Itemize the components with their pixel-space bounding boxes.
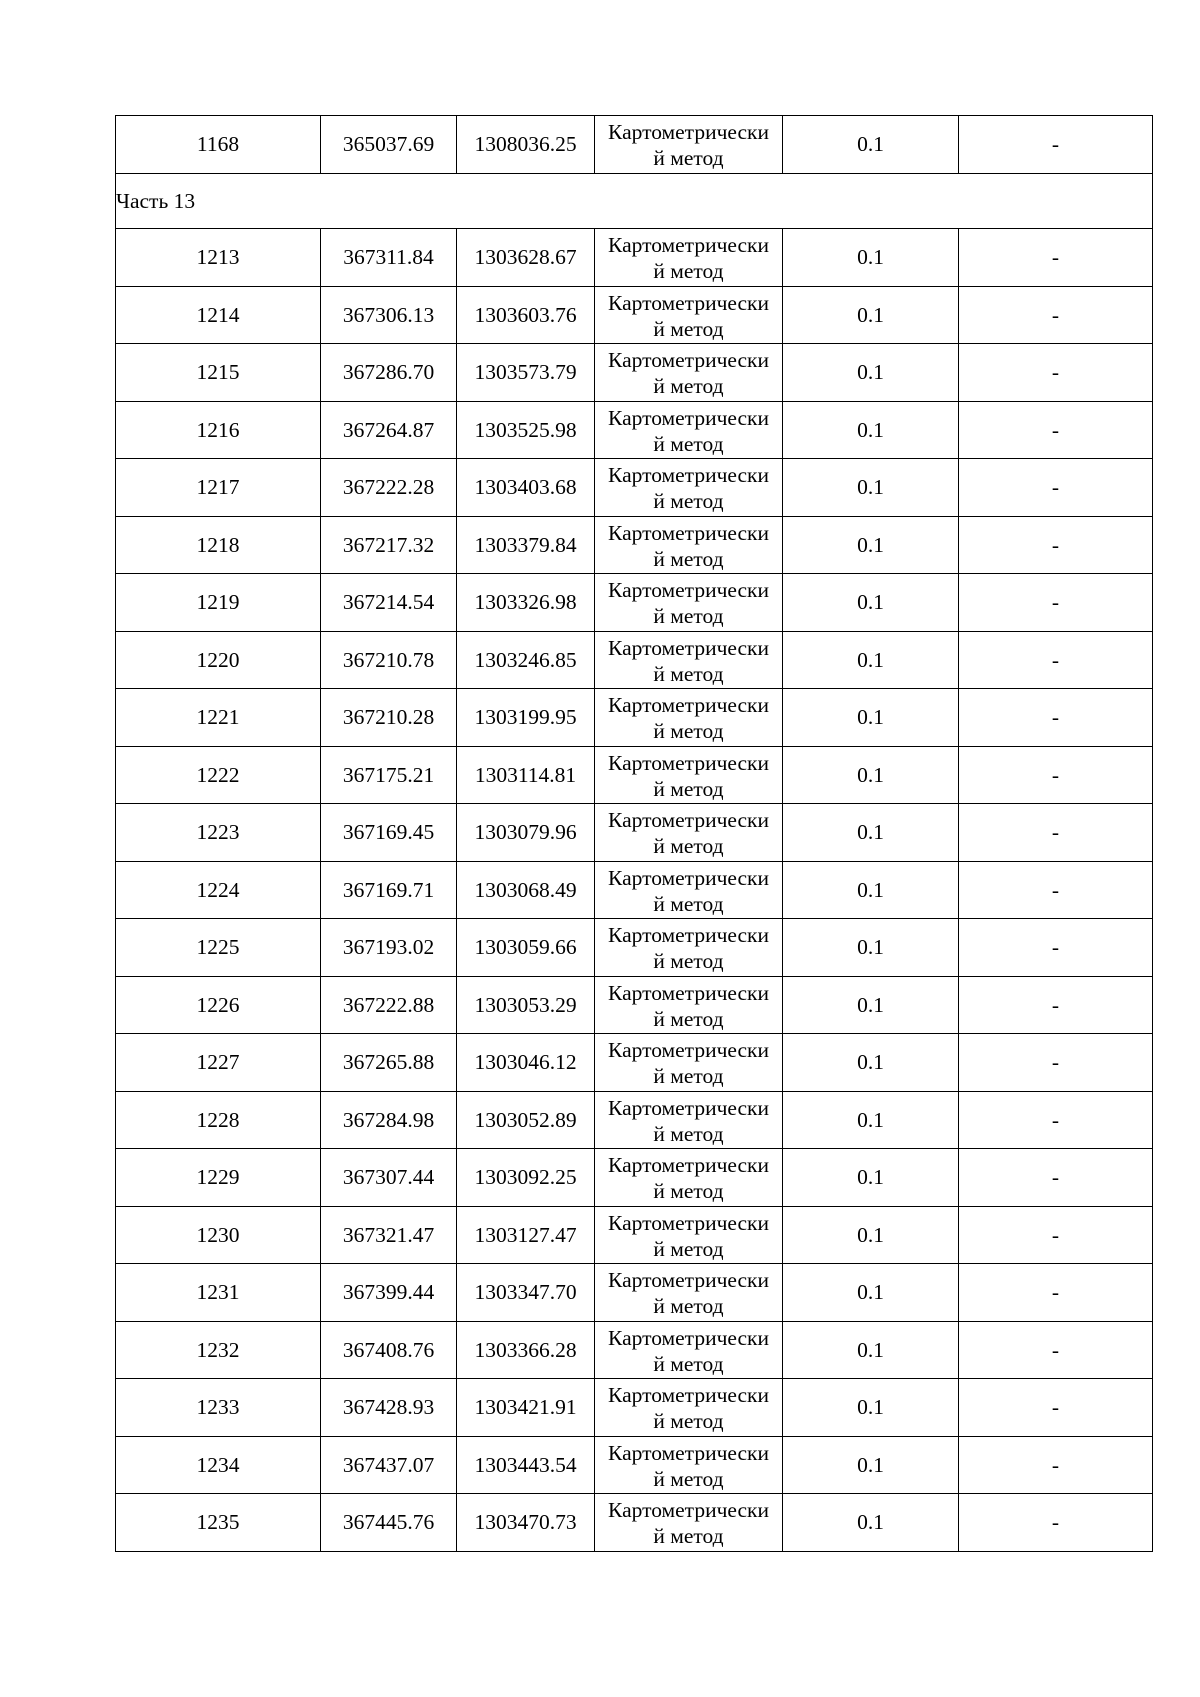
point-number-cell: 1217: [116, 459, 321, 517]
point-number-cell: 1229: [116, 1149, 321, 1207]
note-cell: -: [959, 1034, 1153, 1092]
point-number-cell: 1220: [116, 631, 321, 689]
method-text-line2: й метод: [653, 546, 724, 571]
table-row: [116, 1149, 1153, 1207]
accuracy-cell: 0.1: [783, 689, 959, 747]
table-row: [116, 286, 1153, 344]
method-cell: [595, 574, 783, 632]
point-number-cell: 1221: [116, 689, 321, 747]
accuracy-cell: 0.1: [783, 1034, 959, 1092]
accuracy-cell: 0.1: [783, 286, 959, 344]
point-number-cell: 1168: [116, 116, 321, 174]
method-text-line2: й метод: [653, 661, 724, 686]
point-number-cell: 1233: [116, 1379, 321, 1437]
method-text-line1: Картометрически: [608, 693, 769, 718]
point-number-cell: 1225: [116, 919, 321, 977]
point-number-cell: 1231: [116, 1264, 321, 1322]
y-coordinate-cell: 1303052.89: [457, 1091, 595, 1149]
y-coordinate-cell: 1303379.84: [457, 516, 595, 574]
y-coordinate-cell: 1303628.67: [457, 229, 595, 287]
method-text-line2: й метод: [653, 146, 724, 171]
y-coordinate-cell: 1303525.98: [457, 401, 595, 459]
point-number-cell: 1226: [116, 976, 321, 1034]
accuracy-cell: 0.1: [783, 976, 959, 1034]
point-number-cell: 1218: [116, 516, 321, 574]
method-text-line1: Картометрически: [608, 808, 769, 833]
table-row: [116, 344, 1153, 402]
x-coordinate-cell: 367169.45: [321, 804, 457, 862]
y-coordinate-cell: 1303059.66: [457, 919, 595, 977]
point-number-cell: 1232: [116, 1321, 321, 1379]
accuracy-cell: 0.1: [783, 229, 959, 287]
x-coordinate-cell: 367321.47: [321, 1206, 457, 1264]
point-number-cell: 1230: [116, 1206, 321, 1264]
accuracy-cell: 0.1: [783, 631, 959, 689]
note-cell: -: [959, 1436, 1153, 1494]
method-cell: [595, 1379, 783, 1437]
y-coordinate-cell: 1303199.95: [457, 689, 595, 747]
method-text-line1: Картометрически: [608, 750, 769, 775]
accuracy-cell: 0.1: [783, 1436, 959, 1494]
y-coordinate-cell: 1303114.81: [457, 746, 595, 804]
method-cell: [595, 746, 783, 804]
method-cell: [595, 116, 783, 174]
method-cell: [595, 1206, 783, 1264]
accuracy-cell: 0.1: [783, 1494, 959, 1552]
method-cell: [595, 1034, 783, 1092]
table-row: [116, 919, 1153, 977]
point-number-cell: 1215: [116, 344, 321, 402]
method-cell: [595, 976, 783, 1034]
point-number-cell: 1216: [116, 401, 321, 459]
method-cell: [595, 689, 783, 747]
method-text-line2: й метод: [653, 316, 724, 341]
note-cell: -: [959, 1206, 1153, 1264]
point-number-cell: 1222: [116, 746, 321, 804]
x-coordinate-cell: 367399.44: [321, 1264, 457, 1322]
method-cell: [595, 401, 783, 459]
note-cell: -: [959, 1149, 1153, 1207]
section-row: [116, 173, 1153, 229]
y-coordinate-cell: 1303068.49: [457, 861, 595, 919]
accuracy-cell: 0.1: [783, 574, 959, 632]
method-text-line1: Картометрически: [608, 923, 769, 948]
point-number-cell: 1214: [116, 286, 321, 344]
accuracy-cell: 0.1: [783, 1149, 959, 1207]
table-row: [116, 229, 1153, 287]
accuracy-cell: 0.1: [783, 1321, 959, 1379]
x-coordinate-cell: 367307.44: [321, 1149, 457, 1207]
method-text-line1: Картометрически: [608, 578, 769, 603]
method-cell: [595, 1321, 783, 1379]
point-number-cell: 1235: [116, 1494, 321, 1552]
method-text-line2: й метод: [653, 489, 724, 514]
point-number-cell: 1228: [116, 1091, 321, 1149]
y-coordinate-cell: 1303603.76: [457, 286, 595, 344]
accuracy-cell: 0.1: [783, 1206, 959, 1264]
method-text-line2: й метод: [653, 1466, 724, 1491]
x-coordinate-cell: 367265.88: [321, 1034, 457, 1092]
x-coordinate-cell: 367445.76: [321, 1494, 457, 1552]
y-coordinate-cell: 1303053.29: [457, 976, 595, 1034]
method-text-line1: Картометрически: [608, 1498, 769, 1523]
y-coordinate-cell: 1303470.73: [457, 1494, 595, 1552]
method-text-line1: Картометрически: [608, 290, 769, 315]
y-coordinate-cell: 1303347.70: [457, 1264, 595, 1322]
method-text-line1: Картометрически: [608, 233, 769, 258]
point-number-cell: 1213: [116, 229, 321, 287]
point-number-cell: 1224: [116, 861, 321, 919]
method-cell: [595, 861, 783, 919]
method-text-line1: Картометрически: [608, 520, 769, 545]
accuracy-cell: 0.1: [783, 919, 959, 977]
table-row: [116, 516, 1153, 574]
x-coordinate-cell: 367193.02: [321, 919, 457, 977]
table-row: [116, 746, 1153, 804]
x-coordinate-cell: 367264.87: [321, 401, 457, 459]
coordinates-table-body: [116, 116, 1153, 1552]
table-row: [116, 1206, 1153, 1264]
x-coordinate-cell: 367428.93: [321, 1379, 457, 1437]
accuracy-cell: 0.1: [783, 459, 959, 517]
x-coordinate-cell: 367437.07: [321, 1436, 457, 1494]
method-cell: [595, 229, 783, 287]
accuracy-cell: 0.1: [783, 344, 959, 402]
method-text-line2: й метод: [653, 719, 724, 744]
y-coordinate-cell: 1303443.54: [457, 1436, 595, 1494]
method-text-line1: Картометрически: [608, 1440, 769, 1465]
table-row: [116, 631, 1153, 689]
method-text-line1: Картометрически: [608, 1153, 769, 1178]
note-cell: -: [959, 116, 1153, 174]
method-text-line1: Картометрически: [608, 1095, 769, 1120]
x-coordinate-cell: 365037.69: [321, 116, 457, 174]
table-row: [116, 1264, 1153, 1322]
method-text-line1: Картометрически: [608, 120, 769, 145]
method-cell: [595, 344, 783, 402]
point-number-cell: 1234: [116, 1436, 321, 1494]
method-text-line2: й метод: [653, 259, 724, 284]
method-text-line2: й метод: [653, 834, 724, 859]
x-coordinate-cell: 367210.78: [321, 631, 457, 689]
point-number-cell: 1219: [116, 574, 321, 632]
table-row: [116, 574, 1153, 632]
method-text-line2: й метод: [653, 891, 724, 916]
method-cell: [595, 1264, 783, 1322]
method-text-line1: Картометрически: [608, 1383, 769, 1408]
y-coordinate-cell: 1303092.25: [457, 1149, 595, 1207]
method-text-line2: й метод: [653, 1064, 724, 1089]
x-coordinate-cell: 367311.84: [321, 229, 457, 287]
note-cell: -: [959, 344, 1153, 402]
y-coordinate-cell: 1303079.96: [457, 804, 595, 862]
y-coordinate-cell: 1308036.25: [457, 116, 595, 174]
table-row: [116, 1379, 1153, 1437]
method-text-line2: й метод: [653, 1236, 724, 1261]
table-row: [116, 861, 1153, 919]
note-cell: -: [959, 1091, 1153, 1149]
method-text-line2: й метод: [653, 949, 724, 974]
method-text-line2: й метод: [653, 1524, 724, 1549]
table-row: [116, 1321, 1153, 1379]
point-number-cell: 1227: [116, 1034, 321, 1092]
y-coordinate-cell: 1303246.85: [457, 631, 595, 689]
accuracy-cell: 0.1: [783, 516, 959, 574]
y-coordinate-cell: 1303573.79: [457, 344, 595, 402]
method-text-line1: Картометрически: [608, 1210, 769, 1235]
note-cell: -: [959, 746, 1153, 804]
table-row: [116, 804, 1153, 862]
method-text-line2: й метод: [653, 1179, 724, 1204]
note-cell: -: [959, 689, 1153, 747]
method-text-line1: Картометрически: [608, 1038, 769, 1063]
method-cell: [595, 286, 783, 344]
method-cell: [595, 1091, 783, 1149]
x-coordinate-cell: 367408.76: [321, 1321, 457, 1379]
note-cell: -: [959, 401, 1153, 459]
accuracy-cell: 0.1: [783, 804, 959, 862]
method-cell: [595, 919, 783, 977]
method-cell: [595, 1436, 783, 1494]
table-row: [116, 459, 1153, 517]
table-row: [116, 976, 1153, 1034]
table-row: [116, 1034, 1153, 1092]
method-cell: [595, 516, 783, 574]
method-cell: [595, 631, 783, 689]
method-text-line2: й метод: [653, 431, 724, 456]
x-coordinate-cell: 367286.70: [321, 344, 457, 402]
method-text-line2: й метод: [653, 374, 724, 399]
table-row: [116, 401, 1153, 459]
method-text-line1: Картометрически: [608, 1325, 769, 1350]
y-coordinate-cell: 1303046.12: [457, 1034, 595, 1092]
y-coordinate-cell: 1303421.91: [457, 1379, 595, 1437]
method-cell: [595, 459, 783, 517]
accuracy-cell: 0.1: [783, 116, 959, 174]
note-cell: -: [959, 631, 1153, 689]
accuracy-cell: 0.1: [783, 401, 959, 459]
method-text-line2: й метод: [653, 1294, 724, 1319]
y-coordinate-cell: 1303366.28: [457, 1321, 595, 1379]
x-coordinate-cell: 367222.88: [321, 976, 457, 1034]
accuracy-cell: 0.1: [783, 861, 959, 919]
method-text-line1: Картометрически: [608, 463, 769, 488]
note-cell: -: [959, 1494, 1153, 1552]
note-cell: -: [959, 861, 1153, 919]
table-row: [116, 1436, 1153, 1494]
x-coordinate-cell: 367175.21: [321, 746, 457, 804]
method-text-line1: Картометрически: [608, 1268, 769, 1293]
x-coordinate-cell: 367222.28: [321, 459, 457, 517]
table-row: [116, 116, 1153, 174]
note-cell: -: [959, 229, 1153, 287]
x-coordinate-cell: 367284.98: [321, 1091, 457, 1149]
method-text-line1: Картометрически: [608, 348, 769, 373]
method-text-line2: й метод: [653, 1121, 724, 1146]
x-coordinate-cell: 367217.32: [321, 516, 457, 574]
note-cell: -: [959, 459, 1153, 517]
x-coordinate-cell: 367169.71: [321, 861, 457, 919]
table-row: [116, 1494, 1153, 1552]
method-text-line1: Картометрически: [608, 635, 769, 660]
y-coordinate-cell: 1303127.47: [457, 1206, 595, 1264]
method-cell: [595, 1494, 783, 1552]
section-label: Часть 13: [116, 173, 1153, 229]
accuracy-cell: 0.1: [783, 746, 959, 804]
method-text-line1: Картометрически: [608, 405, 769, 430]
note-cell: -: [959, 286, 1153, 344]
method-text-line2: й метод: [653, 1351, 724, 1376]
method-cell: [595, 804, 783, 862]
note-cell: -: [959, 1321, 1153, 1379]
x-coordinate-cell: 367210.28: [321, 689, 457, 747]
note-cell: -: [959, 919, 1153, 977]
coordinates-table: [115, 115, 1153, 1552]
note-cell: -: [959, 516, 1153, 574]
method-cell: [595, 1149, 783, 1207]
method-text-line2: й метод: [653, 1409, 724, 1434]
method-text-line2: й метод: [653, 1006, 724, 1031]
point-number-cell: 1223: [116, 804, 321, 862]
method-text-line2: й метод: [653, 604, 724, 629]
method-text-line2: й метод: [653, 776, 724, 801]
accuracy-cell: 0.1: [783, 1379, 959, 1437]
table-row: [116, 1091, 1153, 1149]
method-text-line1: Картометрически: [608, 980, 769, 1005]
y-coordinate-cell: 1303403.68: [457, 459, 595, 517]
x-coordinate-cell: 367306.13: [321, 286, 457, 344]
y-coordinate-cell: 1303326.98: [457, 574, 595, 632]
note-cell: -: [959, 804, 1153, 862]
note-cell: -: [959, 1379, 1153, 1437]
note-cell: -: [959, 976, 1153, 1034]
table-row: [116, 689, 1153, 747]
note-cell: -: [959, 1264, 1153, 1322]
note-cell: -: [959, 574, 1153, 632]
x-coordinate-cell: 367214.54: [321, 574, 457, 632]
accuracy-cell: 0.1: [783, 1264, 959, 1322]
method-text-line1: Картометрически: [608, 865, 769, 890]
accuracy-cell: 0.1: [783, 1091, 959, 1149]
